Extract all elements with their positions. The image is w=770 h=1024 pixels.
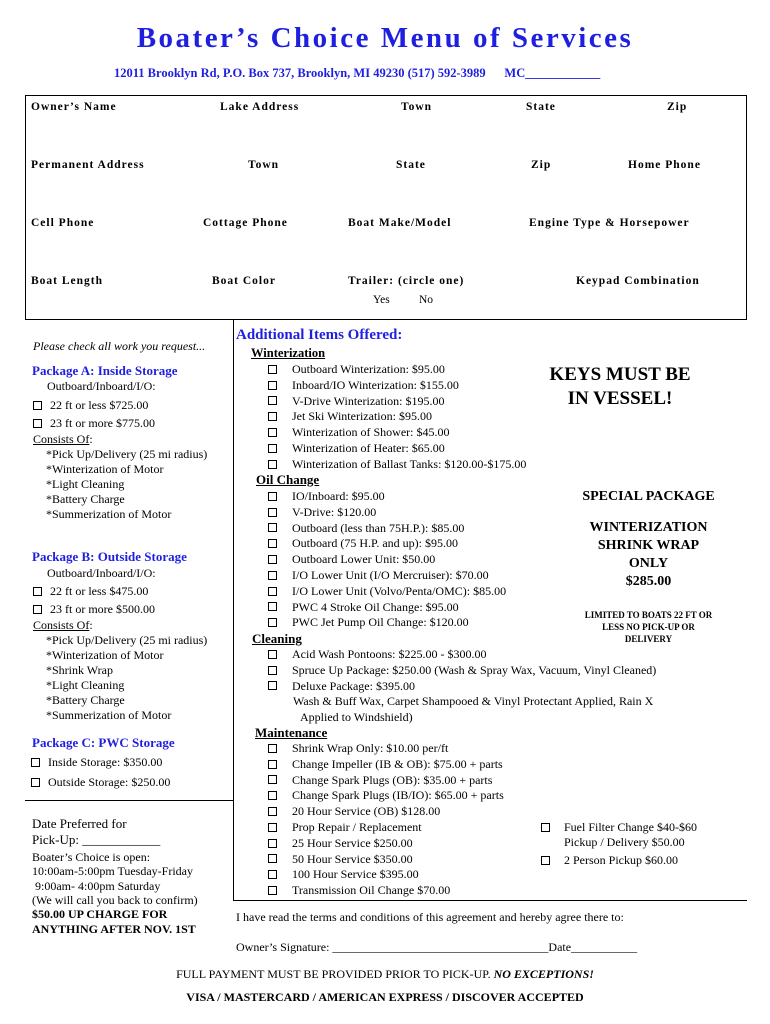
state-label-2: State	[396, 159, 426, 171]
package-b-item: *Light Cleaning	[46, 678, 125, 692]
upcharge-note-2: ANYTHING AFTER NOV. 1ST	[32, 922, 196, 936]
state-label: State	[526, 101, 556, 113]
upcharge-note: $50.00 UP CHARGE FOR	[32, 907, 168, 921]
date-preferred-label: Date Preferred for	[32, 816, 127, 831]
check-work-prompt: Please check all work you request...	[33, 339, 206, 353]
checkbox-icon[interactable]	[268, 539, 277, 548]
checkbox-icon[interactable]	[268, 791, 277, 800]
special-package-price: $285.00	[625, 574, 672, 589]
accepted-cards: VISA / MASTERCARD / AMERICAN EXPRESS / DISCOVER ACCEPTED	[186, 990, 584, 1004]
checkbox-icon[interactable]	[268, 666, 277, 675]
list-item[interactable]: Transmission Oil Change $70.00	[268, 883, 504, 899]
list-item[interactable]: Outboard (75 H.P. and up): $95.00	[268, 536, 506, 552]
cleaning-heading: Cleaning	[252, 631, 302, 646]
package-a-item: *Summerization of Motor	[46, 507, 172, 521]
pickup-delivery-price: Pickup / Delivery $50.00	[564, 835, 685, 849]
permanent-address-label: Permanent Address	[31, 159, 145, 171]
package-a-consists: Consists Of:	[33, 432, 93, 446]
checkbox-icon[interactable]	[268, 602, 277, 611]
list-item[interactable]: Winterization of Shower: $45.00	[268, 425, 526, 441]
list-item[interactable]: Winterization of Ballast Tanks: $120.00-$175.00	[268, 457, 526, 473]
checkbox-icon[interactable]	[268, 444, 277, 453]
town-label: Town	[401, 101, 433, 113]
trailer-no-option[interactable]: No	[419, 294, 434, 306]
maintenance-heading: Maintenance	[255, 725, 328, 740]
checkbox-icon[interactable]	[33, 419, 42, 428]
package-b-subtitle: Outboard/Inboard/I/O:	[47, 566, 156, 580]
checkbox-icon[interactable]	[268, 618, 277, 627]
checkbox-icon[interactable]	[268, 523, 277, 532]
town-label-2: Town	[248, 159, 280, 171]
cottage-phone-label: Cottage Phone	[203, 217, 288, 229]
list-item[interactable]: Shrink Wrap Only: $10.00 per/ft	[268, 741, 504, 757]
open-hours-heading: Boater’s Choice is open:	[32, 850, 151, 864]
terms-statement: I have read the terms and conditions of this agreement and hereby agree there to:	[236, 910, 624, 924]
checkbox-icon[interactable]	[268, 807, 277, 816]
checkbox-icon[interactable]	[268, 744, 277, 753]
list-item[interactable]: V-Drive: $120.00	[268, 505, 506, 521]
package-b-consists: Consists Of:	[33, 618, 93, 632]
left-divider	[25, 800, 233, 801]
list-item[interactable]: Prop Repair / Replacement	[268, 820, 504, 836]
special-package-line: ONLY	[628, 556, 669, 571]
checkbox-icon[interactable]	[31, 758, 40, 767]
list-item[interactable]: Inboard/IO Winterization: $155.00	[268, 378, 526, 394]
two-person-pickup-option[interactable]: 2 Person Pickup $60.00	[541, 853, 678, 868]
cell-phone-label: Cell Phone	[31, 217, 95, 229]
checkbox-icon[interactable]	[268, 460, 277, 469]
checkbox-icon[interactable]	[268, 365, 277, 374]
maintenance-list	[268, 741, 504, 899]
additional-items-heading: Additional Items Offered:	[236, 327, 403, 343]
checkbox-icon[interactable]	[268, 760, 277, 769]
special-package-line: WINTERIZATION	[589, 520, 708, 535]
list-item[interactable]: Jet Ski Winterization: $95.00	[268, 409, 526, 425]
list-item[interactable]: 100 Hour Service $395.00	[268, 867, 504, 883]
special-package-title: SPECIAL PACKAGE	[582, 489, 715, 504]
package-a-option-22ft[interactable]: 22 ft or less $725.00	[33, 398, 148, 413]
list-item[interactable]: Outboard Lower Unit: $50.00	[268, 552, 506, 568]
engine-type-label: Engine Type & Horsepower	[529, 217, 690, 229]
list-item[interactable]: Outboard (less than 75H.P.): $85.00	[268, 521, 506, 537]
zip-label-2: Zip	[531, 159, 552, 171]
package-a-item: *Battery Charge	[46, 492, 125, 506]
checkbox-icon[interactable]	[268, 571, 277, 580]
owner-signature-field[interactable]: Owner’s Signature: ____________________________________Date___________	[236, 940, 638, 954]
list-item[interactable]: Change Spark Plugs (OB): $35.00 + parts	[268, 773, 504, 789]
winterization-list	[268, 362, 526, 473]
lake-address-label: Lake Address	[220, 101, 300, 113]
cleaning-list	[268, 647, 656, 694]
package-c-outside-storage[interactable]: Outside Storage: $250.00	[31, 775, 170, 790]
oil-change-heading: Oil Change	[256, 472, 320, 487]
checkbox-icon[interactable]	[268, 839, 277, 848]
owners-name-label: Owner’s Name	[31, 101, 117, 113]
package-b-option-23ft[interactable]: 23 ft or more $500.00	[33, 602, 155, 617]
list-item[interactable]: Change Impeller (IB & OB): $75.00 + parts	[268, 757, 504, 773]
special-package-limit: LIMITED TO BOATS 22 FT OR	[584, 610, 713, 620]
checkbox-icon[interactable]	[268, 508, 277, 517]
list-item[interactable]: I/O Lower Unit (I/O Mercruiser): $70.00	[268, 568, 506, 584]
list-item[interactable]: Change Spark Plugs (IB/IO): $65.00 + parts	[268, 788, 504, 804]
package-a-title: Package A: Inside Storage	[32, 363, 178, 378]
list-item[interactable]: PWC Jet Pump Oil Change: $120.00	[268, 615, 506, 631]
package-a-subtitle: Outboard/Inboard/I/O:	[47, 379, 156, 393]
checkbox-icon[interactable]	[268, 555, 277, 564]
package-b-item: *Battery Charge	[46, 693, 125, 707]
deluxe-description: Wash & Buff Wax, Carpet Shampooed & Vinyl Protectant Applied, Rain X	[293, 694, 654, 708]
list-item[interactable]: Deluxe Package: $395.00	[268, 679, 656, 695]
keypad-combination-label: Keypad Combination	[576, 275, 700, 287]
checkbox-icon[interactable]	[541, 823, 550, 832]
package-a-item: *Light Cleaning	[46, 477, 125, 491]
checkbox-icon[interactable]	[268, 396, 277, 405]
keys-notice: KEYS MUST BE IN VESSEL!	[549, 364, 691, 409]
checkbox-icon[interactable]	[33, 587, 42, 596]
special-package-limit: DELIVERY	[624, 634, 673, 644]
page-title: Boater’s Choice Menu of Services	[136, 22, 634, 54]
package-a-option-23ft[interactable]: 23 ft or more $775.00	[33, 416, 155, 431]
trailer-yes-option[interactable]: Yes	[373, 294, 390, 306]
list-item[interactable]: IO/Inboard: $95.00	[268, 489, 506, 505]
checkbox-icon[interactable]	[33, 401, 42, 410]
zip-label: Zip	[667, 101, 688, 113]
special-package-line: SHRINK WRAP	[597, 538, 700, 553]
special-package-box	[561, 485, 736, 660]
package-b-title: Package B: Outside Storage	[32, 549, 187, 564]
oil-change-list	[268, 489, 506, 631]
list-item[interactable]: Acid Wash Pontoons: $225.00 - $300.00	[268, 647, 656, 663]
boat-length-label: Boat Length	[31, 275, 104, 287]
package-a-item: *Winterization of Motor	[46, 462, 164, 476]
checkbox-icon[interactable]	[268, 823, 277, 832]
package-b-option-22ft[interactable]: 22 ft or less $475.00	[33, 584, 148, 599]
checkbox-icon[interactable]	[268, 492, 277, 501]
checkbox-icon[interactable]	[31, 778, 40, 787]
boat-make-model-label: Boat Make/Model	[348, 217, 452, 229]
callback-note: (We will call you back to confirm)	[32, 893, 198, 907]
column-divider	[233, 320, 234, 900]
checkbox-icon[interactable]	[268, 870, 277, 879]
list-item[interactable]: V-Drive Winterization: $195.00	[268, 394, 526, 410]
package-c-title: Package C: PWC Storage	[32, 735, 175, 750]
checkbox-icon[interactable]	[33, 605, 42, 614]
checkbox-icon[interactable]	[268, 650, 277, 659]
list-item[interactable]: Winterization of Heater: $65.00	[268, 441, 526, 457]
deluxe-description-2: Applied to Windshield)	[300, 710, 413, 724]
list-item[interactable]: Spruce Up Package: $250.00 (Wash & Spray Wax, Vacuum, Vinyl Cleaned)	[268, 663, 656, 679]
package-b-item: *Summerization of Motor	[46, 708, 172, 722]
checkbox-icon[interactable]	[268, 428, 277, 437]
list-item[interactable]: Outboard Winterization: $95.00	[268, 362, 526, 378]
checkbox-icon[interactable]	[268, 681, 277, 690]
payment-notice: FULL PAYMENT MUST BE PROVIDED PRIOR TO PICK-UP. NO EXCEPTIONS!	[176, 967, 594, 981]
checkbox-icon[interactable]	[268, 775, 277, 784]
boat-color-label: Boat Color	[212, 275, 276, 287]
list-item[interactable]: PWC 4 Stroke Oil Change: $95.00	[268, 600, 506, 616]
checkbox-icon[interactable]	[268, 886, 277, 895]
checkbox-icon[interactable]	[541, 856, 550, 865]
saturday-hours: 9:00am- 4:00pm Saturday	[32, 879, 161, 893]
checkbox-icon[interactable]	[268, 381, 277, 390]
weekday-hours: 10:00am-5:00pm Tuesday-Friday	[32, 864, 193, 878]
checkbox-icon[interactable]	[268, 854, 277, 863]
package-a-item: *Pick Up/Delivery (25 mi radius)	[46, 447, 208, 461]
signature-divider	[233, 900, 747, 901]
checkbox-icon[interactable]	[268, 587, 277, 596]
trailer-label: Trailer: (circle one)	[348, 275, 465, 287]
winterization-heading: Winterization	[251, 346, 326, 360]
list-item[interactable]: 25 Hour Service $250.00	[268, 836, 504, 852]
pickup-date-field[interactable]: Pick-Up: ____________	[32, 832, 161, 847]
list-item[interactable]: I/O Lower Unit (Volvo/Penta/OMC): $85.00	[268, 584, 506, 600]
package-c-inside-storage[interactable]: Inside Storage: $350.00	[31, 755, 162, 770]
business-address: 12011 Brooklyn Rd, P.O. Box 737, Brooklyn, MI 49230 (517) 592-3989 MC____________	[114, 66, 601, 80]
fuel-filter-option[interactable]: Fuel Filter Change $40-$60	[541, 820, 697, 835]
package-b-item: *Pick Up/Delivery (25 mi radius)	[46, 633, 208, 647]
checkbox-icon[interactable]	[268, 412, 277, 421]
home-phone-label: Home Phone	[628, 159, 701, 171]
list-item[interactable]: 20 Hour Service (OB) $128.00	[268, 804, 504, 820]
special-package-limit: LESS NO PICK-UP OR	[602, 622, 695, 632]
list-item[interactable]: 50 Hour Service $350.00	[268, 852, 504, 868]
package-b-item: *Shrink Wrap	[46, 663, 113, 677]
package-b-item: *Winterization of Motor	[46, 648, 164, 662]
